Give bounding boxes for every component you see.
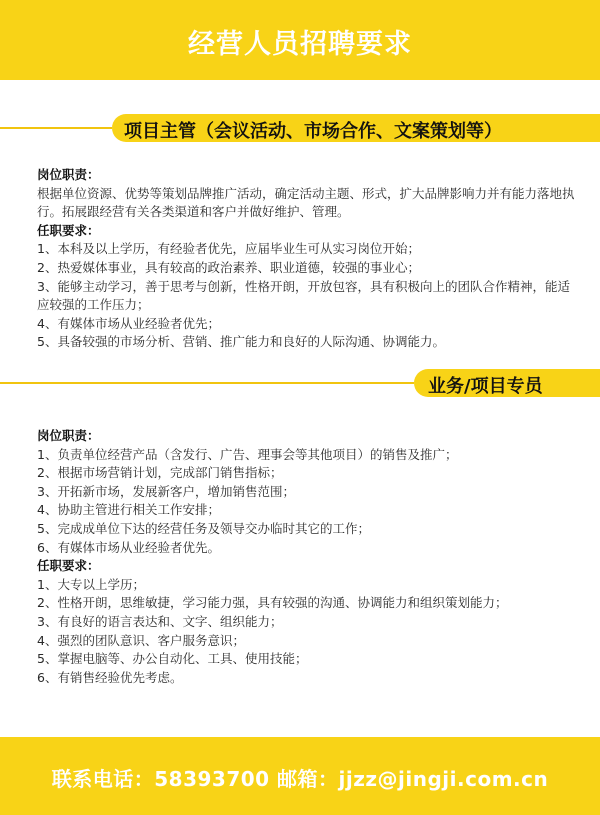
duties-heading: 岗位职责： [37, 167, 100, 182]
requirements-heading: 任职要求： [37, 222, 100, 238]
requirement-item: 5、具备较强的市场分析、营销、推广能力和良好的人际沟通、协调能力。 [37, 334, 445, 350]
requirement-item: 4、强烈的团队意识、客户服务意识； [37, 632, 245, 648]
duties-heading: 岗位职责： [37, 428, 100, 443]
requirement-item: 2、热爱媒体事业，具有较高的政治素养、职业道德，较强的事业心； [37, 259, 420, 275]
page-title: 经营人员招聘要求 [188, 29, 412, 60]
section-divider [0, 127, 112, 129]
duty-item: 4、协助主管进行相关工作安排； [37, 502, 220, 518]
section-title: 业务/项目专员 [428, 376, 543, 397]
section-content-project-manager [37, 166, 577, 352]
requirement-item: 5、掌握电脑等、办公自动化、工具、使用技能； [37, 651, 308, 667]
section-title: 项目主管（会议活动、市场合作、文案策划等） [124, 121, 502, 142]
requirement-item: 3、能够主动学习，善于思考与创新，性格开朗，开放包容，具有积极向上的团队合作精神，能适应较强的工作压力； [37, 278, 570, 313]
section-content-sales-specialist [37, 427, 577, 687]
duty-item: 3、开拓新市场，发展新客户，增加销售范围； [37, 483, 295, 499]
contact-info: 联系电话：58393700 邮箱：jjzz@jingji.com.cn [51, 767, 549, 791]
duty-item: 6、有媒体市场从业经验者优先。 [37, 539, 220, 555]
section-divider [0, 382, 414, 384]
duty-item: 2、根据市场营销计划，完成部门销售指标； [37, 465, 283, 481]
requirement-item: 1、大专以上学历； [37, 576, 145, 592]
requirement-item: 2、性格开朗，思维敏捷，学习能力强，具有较强的沟通、协调能力和组织策划能力； [37, 595, 508, 611]
requirements-heading: 任职要求： [37, 558, 100, 574]
duty-item: 1、负责单位经营产品（含发行、广告、理事会等其他项目）的销售及推广； [37, 446, 458, 462]
duty-item: 5、完成成单位下达的经营任务及领导交办临时其它的工作； [37, 520, 370, 536]
requirement-item: 3、有良好的语言表达和、文字、组织能力； [37, 613, 283, 629]
requirement-item: 1、本科及以上学历，有经验者优先，应届毕业生可从实习岗位开始； [37, 241, 420, 257]
requirement-item: 6、有销售经验优先考虑。 [37, 669, 183, 685]
duty-item: 根据单位资源、优势等策划品牌推广活动，确定活动主题、形式，扩大品牌影响力并有能力落地执行。拓展跟经营有关各类渠道和客户并做好维护、管理。 [37, 185, 575, 220]
requirement-item: 4、有媒体市场从业经验者优先； [37, 315, 220, 331]
